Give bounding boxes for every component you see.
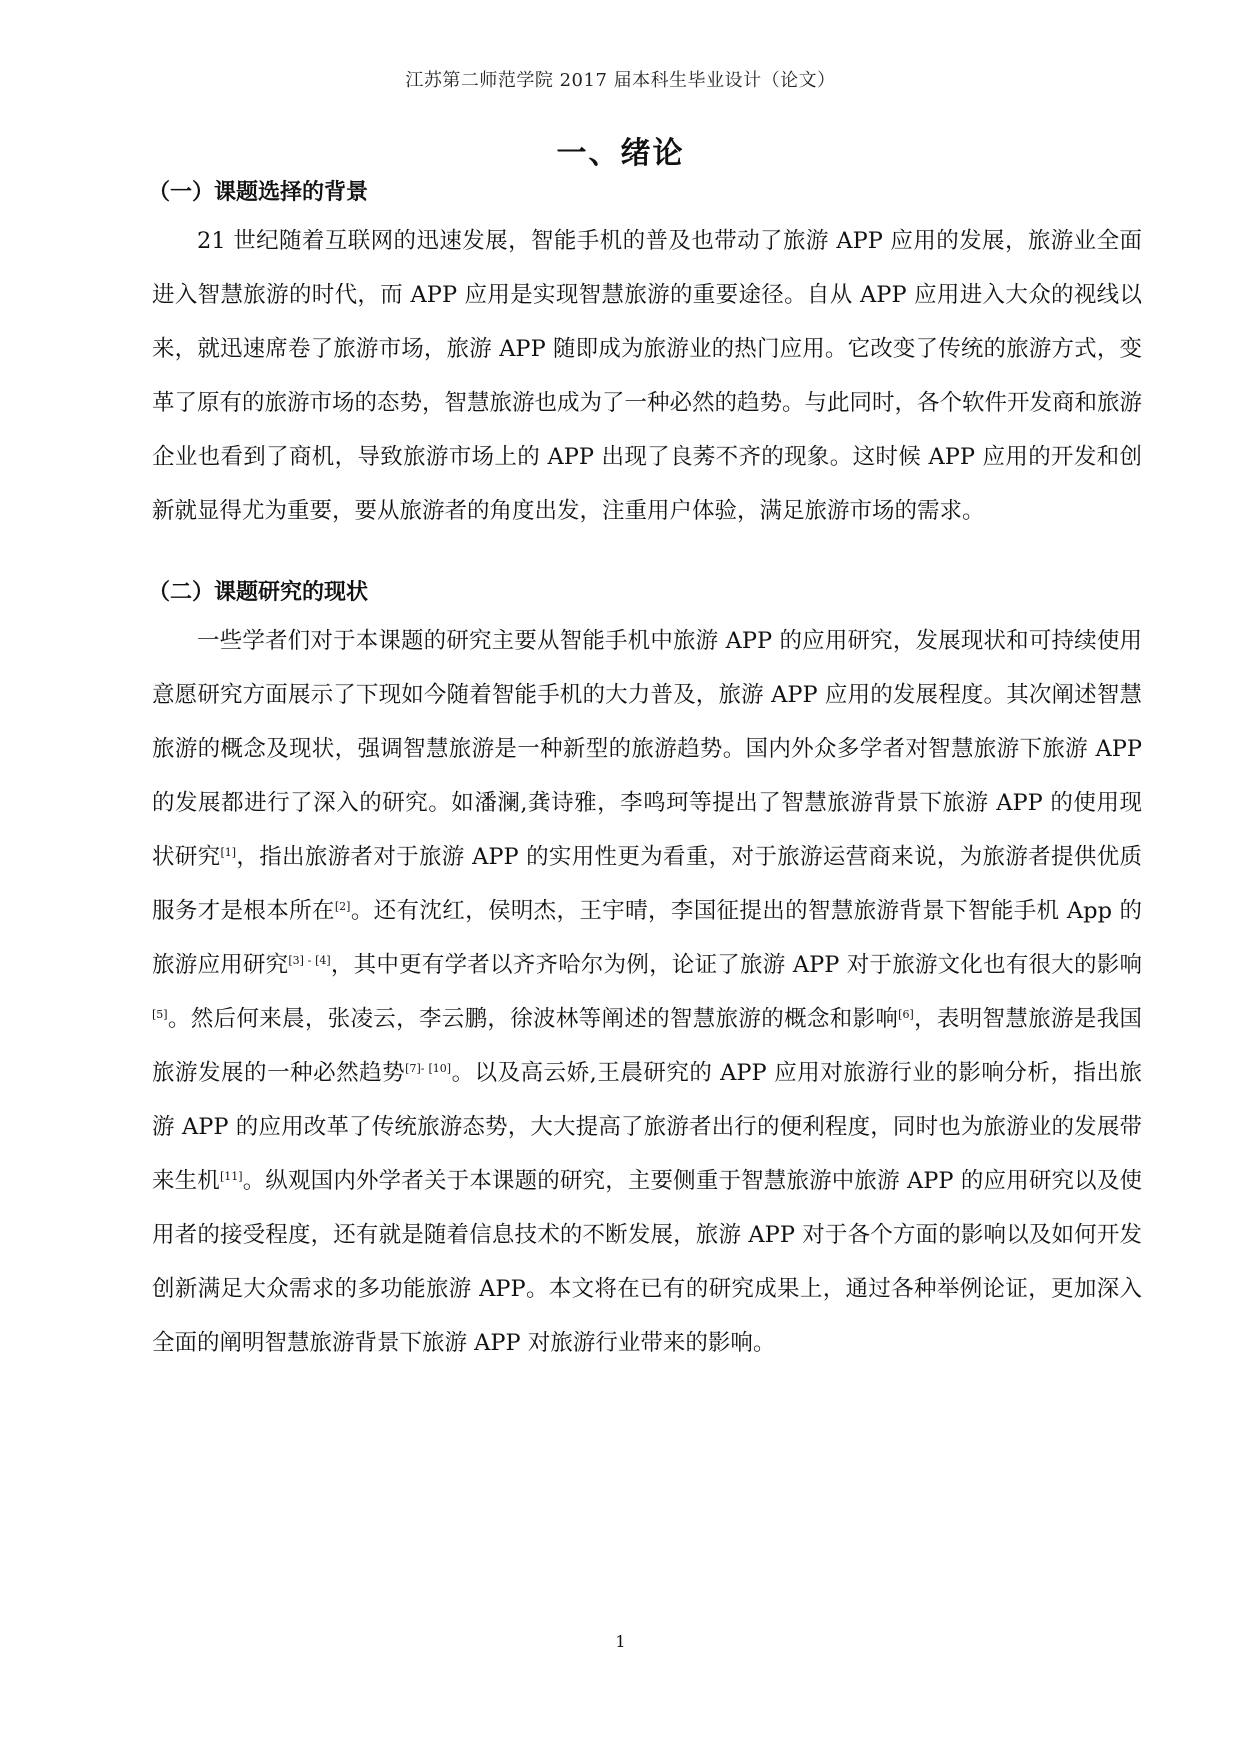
- paragraph-text: 。纵观国内外学者关于本课题的研究，主要侧重于智慧旅游中旅游 APP 的应用研究以及使用者的接受程度，还有就是随着信息技术的不断发展，旅游 APP 对于各个方面的影响以及如何开发创新满足大众需求的多功能旅游 APP。本文将在已有的研究成果上，通过各种举例论证，更加深入全面的阐明智慧旅游背景下旅游 APP 对旅游行业带来的影响。: [152, 1168, 1142, 1356]
- citation: [7]- [10]: [405, 1062, 452, 1075]
- section-heading-status: （二）课题研究的现状: [148, 580, 369, 605]
- running-header: 江苏第二师范学院 2017 届本科生毕业设计（论文）: [405, 70, 836, 91]
- paragraph-status: [152, 614, 1142, 1370]
- citation: [2]: [334, 900, 351, 913]
- citation: [5]: [152, 1008, 168, 1021]
- paragraph-text: 。还有沈红，侯明杰，王宇晴，李国征提出的智慧旅游背景下智能手机 App 的旅游应用研究: [152, 898, 1142, 978]
- paragraph-text: 一些学者们对于本课题的研究主要从智能手机中旅游 APP 的应用研究，发展现状和可持续使用意愿研究方面展示了下现如今随着智能手机的大力普及，旅游 APP 应用的发展程度。其次阐述智慧旅游的概念及现状，强调智慧旅游是一种新型的旅游趋势。国内外众多学者对智慧旅游下旅游 APP 的发展都进行了深入的研究。如潘澜,龚诗雅，李鸣珂等提出了智慧旅游背景下旅游 APP 的使用现状研究: [152, 628, 1142, 870]
- citation: [6]: [898, 1008, 914, 1021]
- paragraph-text: 。然后何来晨，张凌云，李云鹏，徐波林等阐述的智慧旅游的概念和影响: [167, 1006, 899, 1032]
- paragraph-text: ，指出旅游者对于旅游 APP 的实用性更为看重，对于旅游运营商来说，为旅游者提供优质服务才是根本所在: [152, 844, 1142, 924]
- paragraph-text: ，其中更有学者以齐齐哈尔为例，论证了旅游 APP 对于旅游文化也有很大的影响: [330, 952, 1142, 978]
- page-number: 1: [615, 1632, 626, 1651]
- citation: [1]: [220, 846, 237, 859]
- paragraph-text: 。以及高云娇,王晨研究的 APP 应用对旅游行业的影响分析，指出旅游 APP 的应用改革了传统旅游态势，大大提高了旅游者出行的便利程度，同时也为旅游业的发展带来生机: [152, 1060, 1142, 1194]
- citation: [3] - [4]: [288, 954, 331, 967]
- paragraph-background: 21 世纪随着互联网的迅速发展，智能手机的普及也带动了旅游 APP 应用的发展，旅游业全面进入智慧旅游的时代，而 APP 应用是实现智慧旅游的重要途径。自从 APP 应用进入大众的视线以来，就迅速席卷了旅游市场，旅游 APP 随即成为旅游业的热门应用。它改变了传统的旅游方式，变革了原有的旅游市场的态势，智慧旅游也成为了一种必然的趋势。与此同时，各个软件开发商和旅游企业也看到了商机，导致旅游市场上的 APP 出现了良莠不齐的现象。这时候 APP 应用的开发和创新就显得尤为重要，要从旅游者的角度出发，注重用户体验，满足旅游市场的需求。: [152, 228, 1143, 524]
- citation: [11]: [219, 1170, 243, 1183]
- paragraph-text: ，表明智慧旅游是我国旅游发展的一种必然趋势: [152, 1006, 1142, 1086]
- section-heading-background: （一）课题选择的背景: [148, 180, 369, 205]
- chapter-title: 一、绪论: [556, 136, 685, 171]
